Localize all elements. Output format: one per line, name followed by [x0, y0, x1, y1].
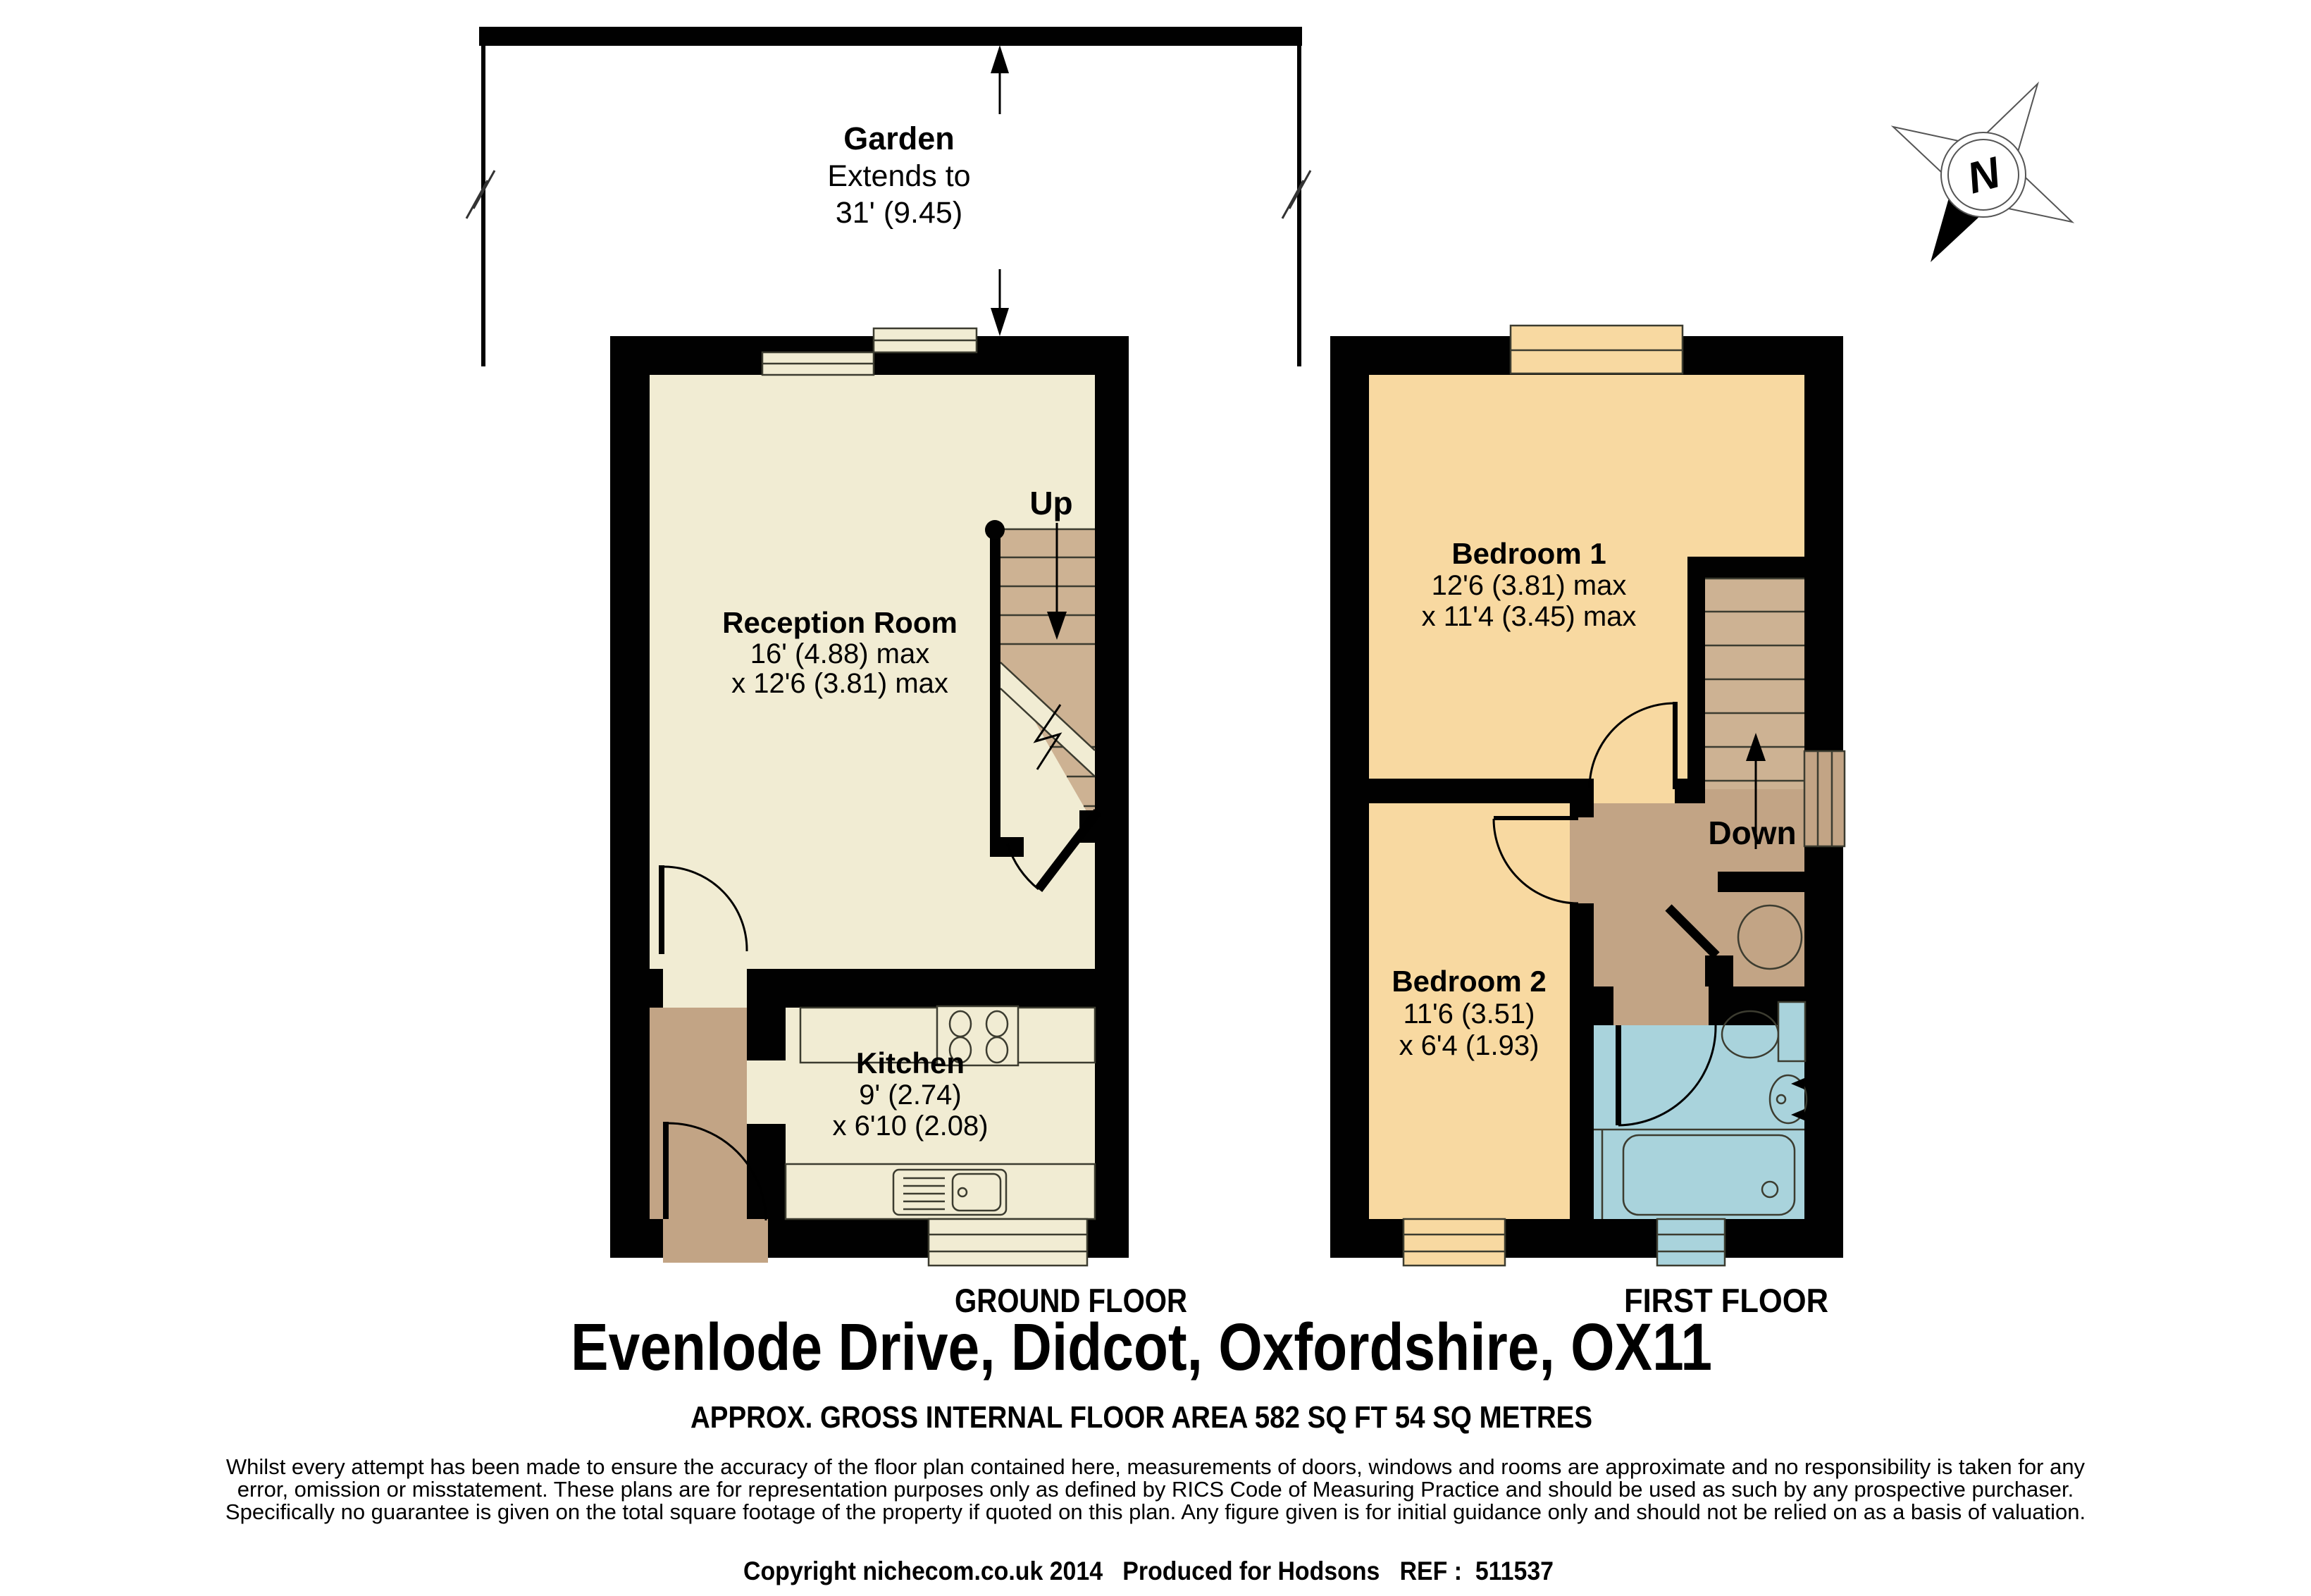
floor-area-subtitle: APPROX. GROSS INTERNAL FLOOR AREA 582 SQ FT 54 SQ METRES [690, 1400, 1592, 1435]
garden-extends-label: Extends to [827, 159, 971, 193]
disclaimer-line-1: Whilst every attempt has been made to ensure the accuracy of the floor plan contained here, measurements of doors, windows and rooms are approximate and no responsibility is taken for any [225, 1454, 2086, 1479]
stair-head-wall [1687, 557, 1804, 578]
bedroom1-dim1: 12'6 (3.81) max [1431, 570, 1627, 601]
kitchen-dim2: x 6'10 (2.08) [832, 1111, 989, 1142]
bedroom1-dim2: x 11'4 (3.45) max [1421, 601, 1637, 632]
garden-boundary-left-line [481, 46, 485, 366]
garden-dimension-arrow [991, 45, 1009, 336]
first-floor-plan [1330, 326, 1845, 1319]
reception-room-label: Reception Room [722, 606, 958, 639]
bathroom-floor [1594, 1025, 1804, 1219]
ground-floor-plan [610, 328, 1187, 1319]
ground-floor-label: GROUND FLOOR [955, 1282, 1187, 1319]
reception-room-dim2: x 12'6 (3.81) max [731, 668, 948, 699]
kitchen-counter-sink [786, 1164, 1095, 1219]
compass-north-label: N [1962, 148, 2005, 204]
bedroom2-doorway [1570, 817, 1594, 903]
airing-cupboard [1804, 751, 1845, 846]
stair-rail-wall [990, 528, 1000, 856]
stairs-up-label: Up [1029, 485, 1073, 521]
disclaimer-line-2: error, omission or misstatement. These plans are for representation purposes only as defined by RICS Code of Measuring Practice and should be used as such by any prospective purchaser. [237, 1477, 2074, 1502]
bathroom-window [1657, 1219, 1725, 1266]
disclaimer-line-3: Specifically no guarantee is given on the total square footage of the property if quoted on this plan. Any figure given is for initial guidance only and should not be relied on as a basis of valuation. [225, 1499, 2086, 1524]
bedroom1-label: Bedroom 1 [1451, 537, 1606, 570]
bedroom2-dim2: x 6'4 (1.93) [1399, 1030, 1539, 1061]
bedroom2-label: Bedroom 2 [1392, 965, 1547, 998]
bedroom1-window [1511, 326, 1683, 373]
address-title: Evenlode Drive, Didcot, Oxfordshire, OX11 [571, 1310, 1712, 1385]
title-block [225, 1310, 2086, 1585]
garden-boundary-top-wall [479, 27, 1302, 46]
kitchen-doorway [747, 1060, 786, 1124]
kitchen-label: Kitchen [855, 1046, 965, 1080]
kitchen-dim1: 9' (2.74) [859, 1080, 962, 1111]
garden-boundary-right-line [1297, 46, 1301, 366]
kitchen-window [929, 1219, 1087, 1266]
first-floor-label: FIRST FLOOR [1624, 1282, 1828, 1319]
garden-boundary [466, 27, 1311, 366]
garden-dimension-label: 31' (9.45) [835, 196, 963, 230]
stairs-down-label: Down [1708, 815, 1797, 851]
reception-room-dim1: 16' (4.88) max [750, 638, 930, 669]
garden-label: Garden [843, 120, 955, 156]
bedroom1-landing-wall [1369, 779, 1594, 803]
bedroom2-dim1: 11'6 (3.51) [1403, 998, 1535, 1029]
copyright-line: Copyright nichecom.co.uk 2014 Produced for Hodsons REF : 511537 [743, 1557, 1554, 1585]
bedroom2-window [1404, 1219, 1505, 1266]
front-door-threshold [663, 1219, 768, 1263]
reception-hall-doorway [663, 969, 747, 1008]
stair-side-wall [1687, 578, 1705, 789]
stair-newel-post [985, 520, 1005, 540]
compass-icon [1893, 84, 2072, 262]
